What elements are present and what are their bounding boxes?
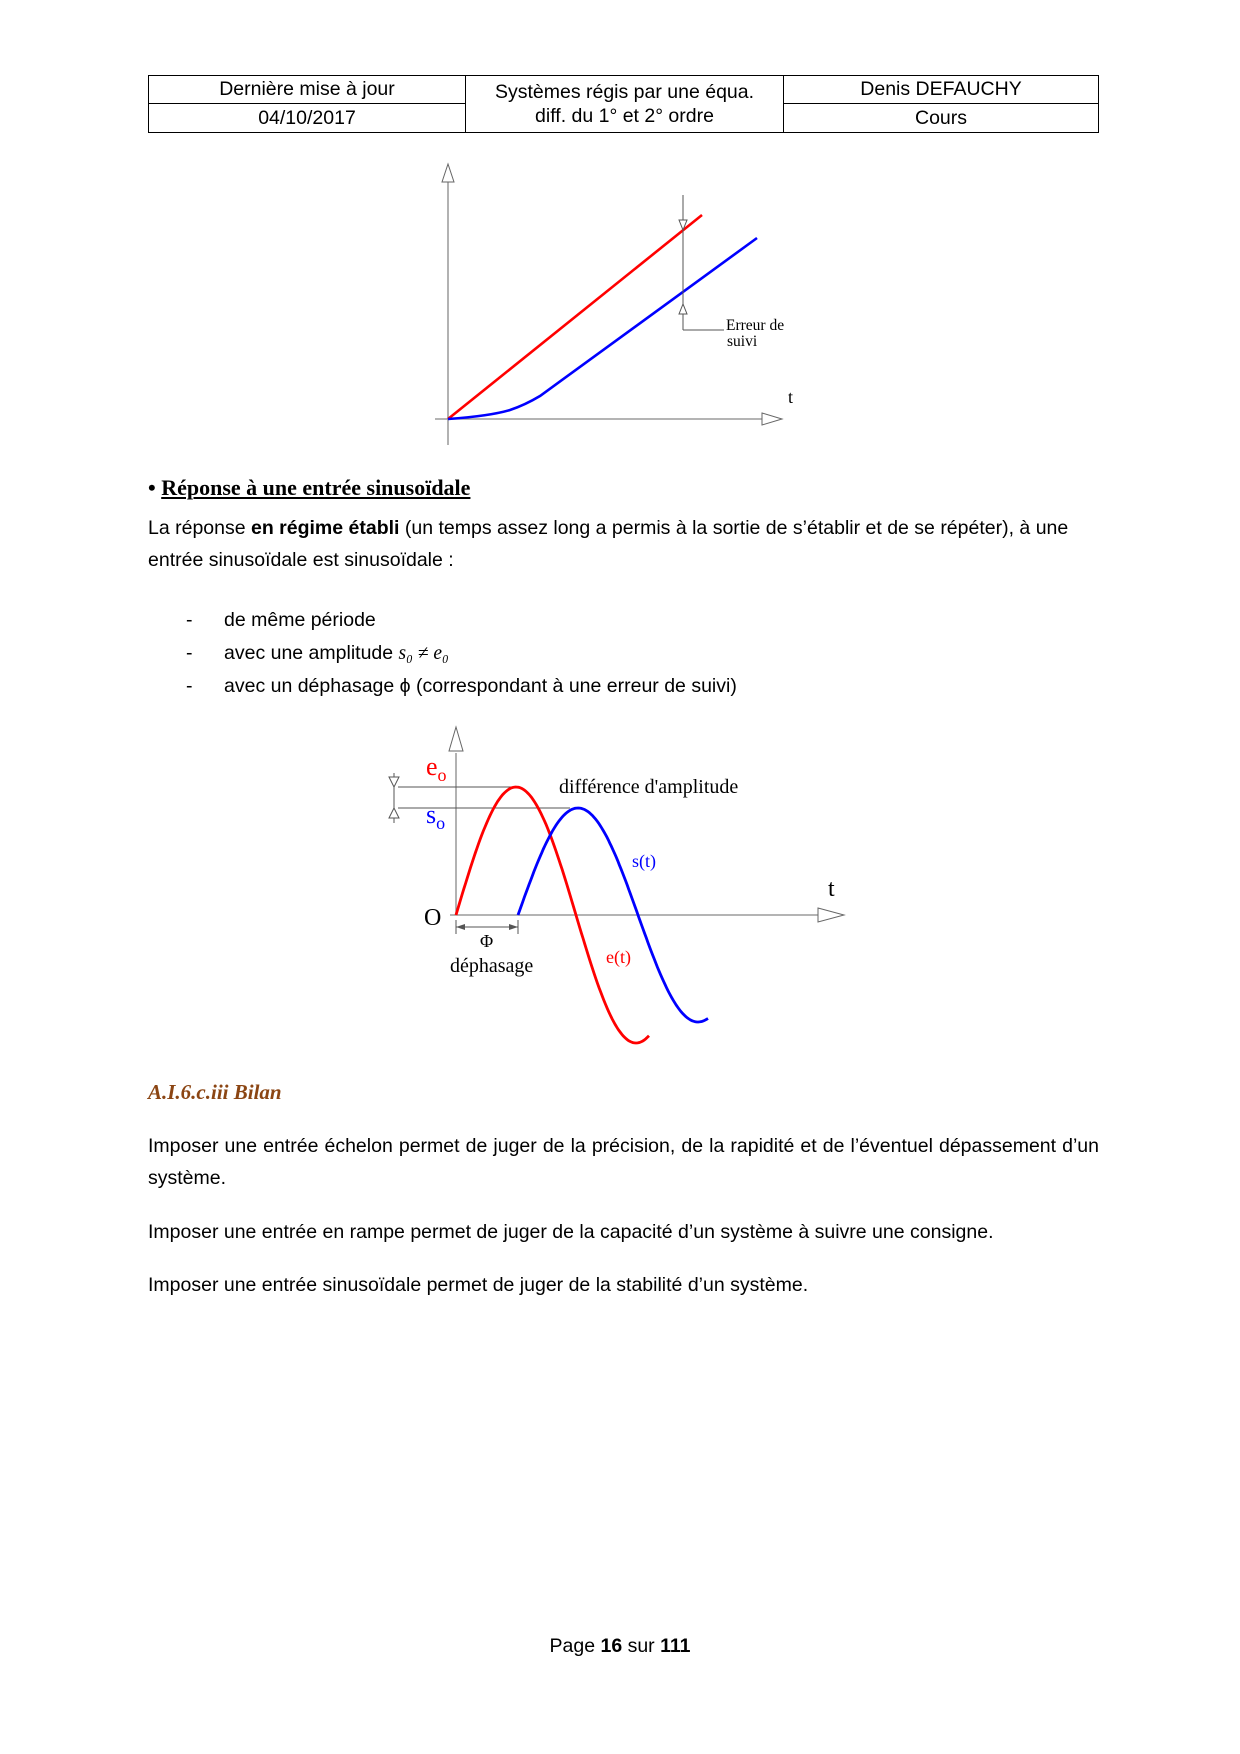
intro-bold: en régime établi [251, 517, 400, 539]
list-text [224, 637, 449, 670]
bilan-paragraph-2: Imposer une entrée en rampe permet de juger de la capacité d’un système à suivre une consigne. [148, 1221, 994, 1243]
author-name: Denis DEFAUCHY [783, 76, 1098, 104]
document-type: Cours [783, 104, 1098, 132]
input-ramp-line [448, 215, 702, 419]
x-axis-arrow [762, 413, 782, 425]
list-dash: - [186, 609, 193, 631]
footer-of-word: sur [622, 1635, 661, 1657]
heading-bullet: • [148, 475, 156, 500]
x-axis-arrow [818, 908, 844, 922]
intro-text-end: (un temps assez long a permis à la sortie de s’établir et de se répéter), à une entrée sinusoïdale est sinusoïdale : [148, 517, 1069, 571]
y-axis-arrow [449, 727, 463, 751]
header-table [148, 75, 1099, 133]
phi-label: Φ [480, 931, 494, 951]
bilan-paragraph-3: Imposer une entrée sinusoïdale permet de juger de la stabilité d’un système. [148, 1274, 809, 1296]
output-ramp-curve [448, 238, 757, 419]
list-dash: - [186, 642, 193, 664]
origin-label: O [424, 905, 442, 931]
intro-text-start: La réponse [148, 517, 251, 539]
amplitude-inequality: s₀ ≠ e₀ [398, 643, 449, 664]
t-axis-label: t [828, 876, 835, 902]
list-text-part: avec une amplitude [224, 642, 399, 664]
phase-arrow-right [509, 924, 518, 930]
last-update-label: Dernière mise à jour [149, 76, 466, 104]
phase-label: déphasage [450, 955, 534, 977]
sine-response-figure [370, 715, 860, 1060]
bilan-paragraph-1: Imposer une entrée échelon permet de juger de la précision, de la rapidité et de l’éventuel dépassement d’un système. [148, 1135, 1099, 1189]
amplitude-arrow-top [389, 777, 399, 787]
phase-arrow-left [456, 924, 465, 930]
e0-label: $e_o$ [426, 752, 447, 785]
page-footer [0, 1635, 1240, 1658]
error-arrow-bottom [679, 304, 687, 314]
amplitude-arrow-bottom [389, 808, 399, 818]
ramp-response-figure [430, 160, 810, 450]
list-text: avec un déphasage ϕ (correspondant à une erreur de suivi) [224, 675, 737, 697]
update-date: 04/10/2017 [149, 104, 466, 132]
output-label: s(t) [632, 851, 656, 871]
title-line-2: diff. du 1° et 2° ordre [535, 105, 714, 127]
y-axis-arrow [442, 164, 454, 182]
intro-paragraph [148, 512, 1099, 576]
document-title [466, 76, 783, 132]
list-text: de même période [224, 609, 376, 631]
total-pages: 111 [660, 1635, 691, 1657]
bilan-title: A.I.6.c.iii Bilan [148, 1080, 282, 1104]
amplitude-difference-label: différence d'amplitude [559, 776, 739, 798]
section-heading [148, 475, 470, 501]
tracking-error-label-2: suivi [727, 333, 758, 350]
t-axis-label: t [788, 387, 794, 407]
input-label: e(t) [606, 947, 631, 967]
title-line-1: Systèmes régis par une équa. [494, 80, 755, 103]
heading-text: Réponse à une entrée sinusoïdale [161, 475, 471, 500]
tracking-error-label-1: Erreur de [726, 317, 785, 334]
s0-label: $s_o$ [426, 800, 446, 833]
list-dash: - [186, 675, 193, 697]
footer-page-word: Page [549, 1635, 601, 1657]
current-page-number: 16 [600, 1635, 623, 1657]
